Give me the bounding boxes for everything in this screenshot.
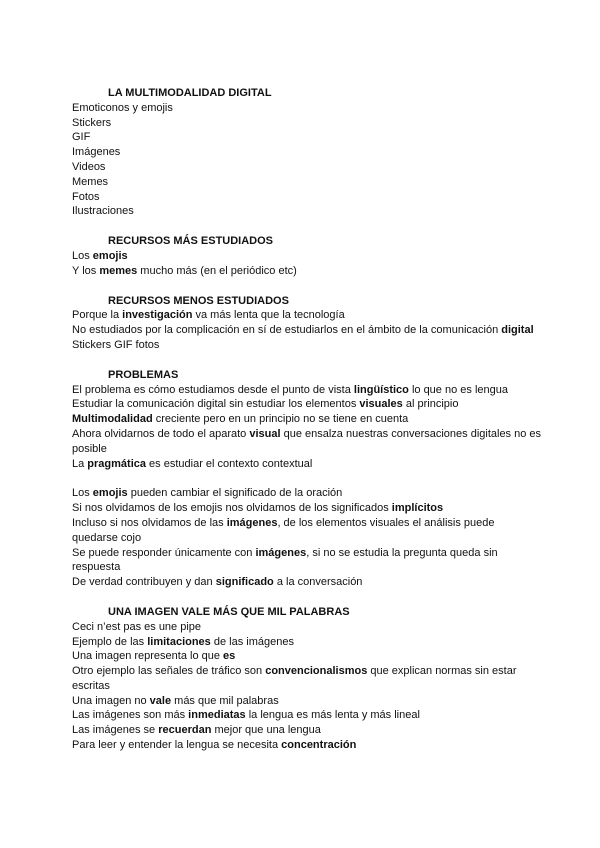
text-segment: Ilustraciones xyxy=(72,205,134,218)
bold-term: emojis xyxy=(92,487,128,500)
section xyxy=(72,294,542,353)
text-segment: creciente pero en un principio no se tiene en cuenta xyxy=(152,413,409,426)
document-page xyxy=(72,86,542,768)
text-line xyxy=(72,486,542,501)
bold-term: lingüístico xyxy=(353,383,409,396)
text-line xyxy=(72,175,542,190)
text-line xyxy=(72,323,542,338)
text-line xyxy=(72,427,542,457)
text-segment: Memes xyxy=(72,175,109,188)
bold-term: convencionalismos xyxy=(265,665,368,678)
bold-term: implícitos xyxy=(391,502,444,515)
text-segment: que explican normas sin estar escritas xyxy=(72,665,517,692)
text-line xyxy=(72,501,542,516)
text-segment: Se puede responder únicamente con xyxy=(72,546,256,559)
bold-term: visuales xyxy=(359,398,403,411)
bold-term: Multimodalidad xyxy=(72,413,153,426)
text-segment: es estudiar el contexto contextual xyxy=(146,457,313,470)
text-segment: Una imagen no xyxy=(72,694,150,707)
text-segment: Incluso si nos olvidamos de las xyxy=(72,516,227,529)
bold-term: imágenes xyxy=(226,516,278,529)
text-segment: va más lenta que la tecnología xyxy=(192,309,345,322)
text-segment: Para leer y entender la lengua se necesita xyxy=(72,739,282,752)
text-segment: GIF xyxy=(72,131,91,144)
bold-term: digital xyxy=(501,324,534,337)
bold-term: es xyxy=(223,650,236,663)
section-heading: LA MULTIMODALIDAD DIGITAL xyxy=(108,87,272,99)
text-segment: Emoticonos y emojis xyxy=(72,101,173,114)
bold-term: recuerdan xyxy=(158,724,212,737)
bold-term: emojis xyxy=(92,249,128,262)
bold-term: memes xyxy=(99,264,138,277)
text-segment: pueden cambiar el significado de la oración xyxy=(127,487,343,500)
text-segment: Stickers xyxy=(72,116,112,129)
text-line xyxy=(72,546,542,576)
section xyxy=(72,605,542,753)
text-segment: , si no se estudia la pregunta queda sin respuesta xyxy=(72,546,498,574)
text-line xyxy=(72,160,542,175)
text-segment: El problema es cómo estudiamos desde el punto de vista xyxy=(72,383,354,396)
text-segment: Ceci n’est pas es une pipe xyxy=(72,620,202,633)
section xyxy=(72,86,542,219)
text-segment: Porque la xyxy=(72,309,123,322)
text-line xyxy=(72,516,542,546)
text-line xyxy=(72,635,542,650)
text-line xyxy=(72,101,542,116)
text-segment: Las imágenes son más xyxy=(72,709,189,722)
text-line xyxy=(72,575,542,590)
text-segment: Los xyxy=(72,487,93,500)
text-line xyxy=(72,723,542,738)
text-segment: No estudiados por la complicación en sí de estudiarlos en el ámbito de la comunicación xyxy=(72,324,502,337)
text-segment: Videos xyxy=(72,160,106,173)
text-line xyxy=(72,620,542,635)
text-segment: al principio xyxy=(402,398,459,411)
bold-term: significado xyxy=(215,576,274,589)
text-segment: Y los xyxy=(72,264,100,277)
text-segment: , de los elementos visuales el análisis puede quedarse cojo xyxy=(72,516,495,544)
text-line xyxy=(72,383,542,398)
text-segment: que ensalza nuestras conversaciones digitales no es posible xyxy=(72,427,542,455)
text-line xyxy=(72,457,542,472)
text-line xyxy=(72,649,542,664)
text-line xyxy=(72,412,542,427)
text-segment: lo que no es lengua xyxy=(408,383,508,396)
text-segment: Las imágenes se xyxy=(72,724,159,737)
section-heading: UNA IMAGEN VALE MÁS QUE MIL PALABRAS xyxy=(108,605,350,618)
text-segment: de las imágenes xyxy=(210,635,294,648)
text-line xyxy=(72,738,542,753)
text-line xyxy=(72,130,542,145)
bold-term: imágenes xyxy=(255,546,307,559)
bold-term: investigación xyxy=(122,309,193,322)
text-line xyxy=(72,397,542,412)
text-segment: Ahora olvidarnos de todo el aparato xyxy=(72,427,250,440)
bold-term: visual xyxy=(249,427,281,440)
bold-term: pragmática xyxy=(87,457,146,470)
text-segment: más que mil palabras xyxy=(171,694,279,707)
text-line xyxy=(72,264,542,279)
text-segment: Imágenes xyxy=(72,146,121,159)
text-segment: La xyxy=(72,457,88,470)
text-line xyxy=(72,308,542,323)
text-segment: Si nos olvidamos de los emojis nos olvidamos de los significados xyxy=(72,502,392,515)
text-segment: De verdad contribuyen y dan xyxy=(72,576,216,589)
bold-term: vale xyxy=(149,694,172,707)
text-line xyxy=(72,338,542,353)
section-heading: RECURSOS MENOS ESTUDIADOS xyxy=(108,294,289,307)
text-segment: Fotos xyxy=(72,190,100,203)
text-segment: Ejemplo de las xyxy=(72,635,148,648)
text-line xyxy=(72,204,542,219)
text-line xyxy=(72,694,542,709)
section xyxy=(72,234,542,278)
text-segment: a la conversación xyxy=(273,576,363,589)
text-line xyxy=(72,116,542,131)
text-segment: Stickers GIF fotos xyxy=(72,338,160,351)
bold-term: inmediatas xyxy=(188,709,246,722)
text-segment: la lengua es más lenta y más lineal xyxy=(245,709,420,722)
section-heading: PROBLEMAS xyxy=(108,368,179,381)
section-heading: RECURSOS MÁS ESTUDIADOS xyxy=(108,235,274,248)
text-segment: mucho más (en el periódico etc) xyxy=(137,264,297,277)
bold-term: limitaciones xyxy=(147,635,211,648)
text-segment: Una imagen representa lo que xyxy=(72,650,224,663)
text-line xyxy=(72,190,542,205)
blank-line xyxy=(72,471,542,486)
text-line xyxy=(72,145,542,160)
text-line xyxy=(72,708,542,723)
text-segment: Estudiar la comunicación digital sin estudiar los elementos xyxy=(72,398,360,411)
text-segment: Otro ejemplo las señales de tráfico son xyxy=(72,665,266,678)
section xyxy=(72,368,542,590)
text-segment: mejor que una lengua xyxy=(211,724,321,737)
text-segment: Los xyxy=(72,249,93,262)
text-line xyxy=(72,664,542,694)
bold-term: concentración xyxy=(281,739,357,752)
text-line xyxy=(72,249,542,264)
